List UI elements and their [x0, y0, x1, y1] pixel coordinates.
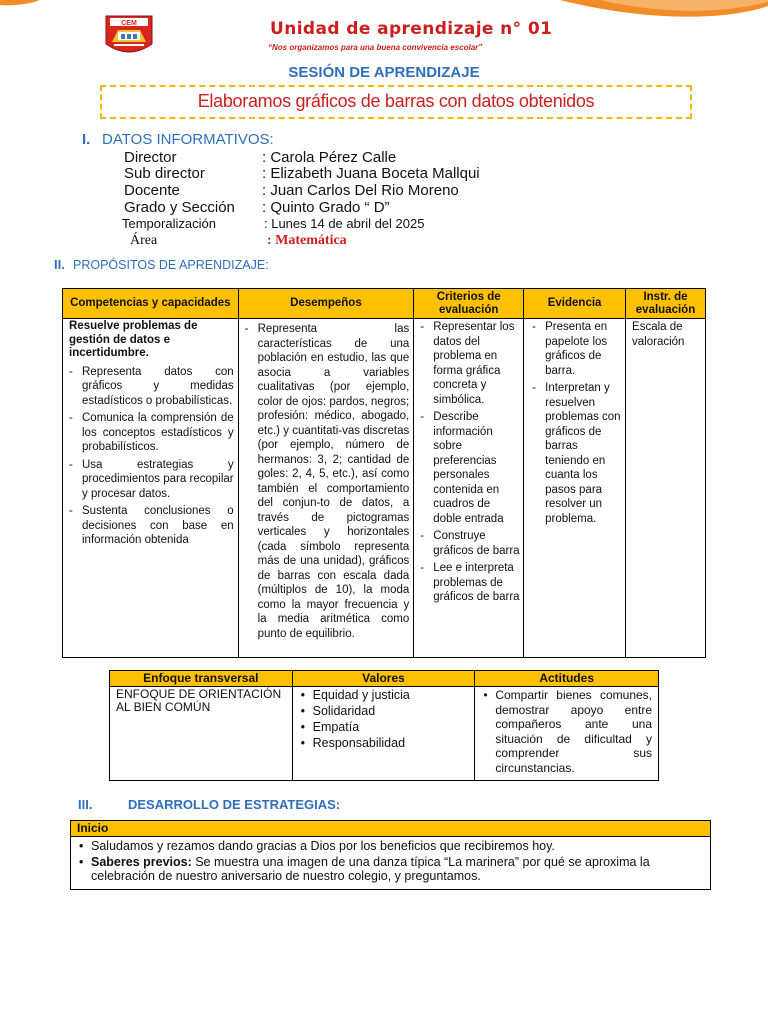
table-row	[63, 319, 706, 658]
column-header: Desempeños	[238, 289, 414, 319]
competencia-title: Resuelve problemas de gestión de datos e incertidumbre.	[69, 320, 198, 359]
enfoque-name-cell: ENFOQUE DE ORIENTACIÓN AL BIEN COMÚN	[110, 687, 293, 781]
list-item: - Representa las características de una población en estudio, las que asocia a variables cualitativas (por ejemplo, color de ojos: pardos, negros; profesión: médico, abogado, etc.) y cuantitati-vas discretas (por ejemplo, número de hermanos: 3, 2; cantidad de goles: 2, 4, 5, etc.), así como también el comportamiento del conjun-to de datos, a través de pictogramas verticales y horizontales (cada símbolo representa más de una unidad), gráficos de barras con escala dada (múltiplos de 10), la moda como la mayor frecuencia y la media aritmética como punto de equilibrio.	[245, 322, 410, 641]
svg-text:CEM: CEM	[121, 20, 137, 27]
list-item: - Lee e interpreta problemas de gráficos de barra	[420, 561, 521, 605]
list-item: - Describe información sobre preferencias personales contenida en cuadros de doble entrada	[420, 410, 521, 526]
column-header: Instr. de evaluación	[626, 289, 706, 319]
criterios-list	[420, 320, 521, 605]
info-value: : Carola Pérez Calle	[262, 149, 397, 166]
info-row-docente	[124, 182, 459, 200]
actitudes-cell	[475, 687, 659, 781]
evidencia-cell	[524, 319, 626, 658]
evidencias-list	[532, 320, 621, 526]
session-title-text: SESIÓN DE APRENDIZAJE	[288, 64, 480, 81]
info-value: : Quinto Grado “ D”	[262, 199, 390, 216]
info-label: Grado y Sección	[124, 199, 235, 216]
table-header-row	[63, 289, 706, 319]
table-header-row	[71, 821, 711, 837]
list-item: • Responsabilidad	[299, 736, 469, 750]
desempenos-cell	[238, 319, 414, 658]
actitudes-list	[481, 688, 652, 775]
table-header-row	[110, 671, 659, 687]
competencias-cell	[63, 319, 239, 658]
column-header: Actitudes	[475, 671, 659, 687]
enfoque-table	[109, 670, 659, 781]
section-title: DESARROLLO DE ESTRATEGIAS:	[128, 797, 341, 812]
section-title: DATOS INFORMATIVOS:	[102, 131, 274, 148]
list-item: • Empatía	[299, 720, 469, 734]
column-header: Competencias y capacidades	[63, 289, 239, 319]
column-header: Enfoque transversal	[110, 671, 293, 687]
table-row	[110, 687, 659, 781]
info-row-grado	[124, 199, 390, 217]
list-item: - Interpretan y resuelven problemas con gráficos de barras teniendo en cuanta los pasos para resolver un problema.	[532, 381, 621, 526]
column-header: Criterios de evaluación	[414, 289, 524, 319]
inicio-content-cell	[71, 837, 711, 890]
valores-list	[299, 688, 469, 750]
section-desarrollo-heading	[78, 797, 340, 812]
unit-title: Unidad de aprendizaje n° 01	[270, 19, 553, 39]
list-item: • Equidad y justicia	[299, 688, 469, 702]
info-row-area	[130, 231, 347, 249]
list-item: • Saludamos y rezamos dando gracias a Dios por los beneficios que recibiremos hoy.	[77, 839, 704, 853]
info-label: Director	[124, 149, 177, 166]
section-number: I.	[82, 131, 91, 148]
info-label: Temporalización	[122, 216, 216, 231]
list-item: • Compartir bienes comunes, demostrar apoyo entre compañeros ante una situación de dificultad y comprender sus circunstancias.	[481, 688, 652, 775]
table-row	[71, 837, 711, 890]
list-item	[77, 855, 704, 883]
info-value: : Juan Carlos Del Rio Moreno	[262, 182, 459, 199]
capacidades-list	[69, 365, 234, 548]
info-label: Área	[130, 233, 158, 248]
info-value: : Matemática	[267, 233, 347, 248]
inicio-header: Inicio	[71, 821, 711, 837]
instrumento-cell: Escala de valoración	[626, 319, 706, 658]
inicio-list	[77, 839, 704, 883]
section-title: PROPÓSITOS DE APRENDIZAJE:	[73, 258, 269, 272]
info-row-subdirector	[124, 165, 480, 183]
inicio-table	[70, 820, 711, 890]
school-logo	[104, 14, 154, 58]
section-number: II.	[54, 257, 65, 272]
column-header: Valores	[292, 671, 475, 687]
info-value: : Elizabeth Juana Boceta Mallqui	[262, 165, 480, 182]
list-item: - Presenta en papelote los gráficos de barra.	[532, 320, 621, 378]
list-item: - Comunica la comprensión de los conceptos estadísticos y probabilísticos.	[69, 411, 234, 455]
info-value: : Lunes 14 de abril del 2025	[264, 216, 425, 231]
list-item: - Representa datos con gráficos y medidas estadísticos o probabilísticas.	[69, 365, 234, 409]
section-datos-informativos-heading	[82, 131, 274, 148]
session-title	[0, 64, 768, 81]
session-theme-box	[100, 85, 692, 119]
saberes-previos-label: Saberes previos:	[91, 855, 192, 869]
list-item: • Solidaridad	[299, 704, 469, 718]
valores-cell	[292, 687, 475, 781]
info-label: Sub director	[124, 165, 205, 182]
saberes-previos-text: Se muestra una imagen de una danza típica “La marinera” por qué se aproxima la celebración de nuestro aniversario de nuestro colegio, y preguntamos.	[91, 855, 650, 883]
list-item: - Construye gráficos de barra	[420, 529, 521, 558]
list-item: - Sustenta conclusiones o decisiones con base en información obtenida	[69, 504, 234, 548]
list-item: - Representar los datos del problema en forma gráfica concreta y simbólica.	[420, 320, 521, 407]
section-propositos-heading	[54, 257, 269, 272]
criterios-cell	[414, 319, 524, 658]
list-item: - Usa estrategias y procedimientos para recopilar y procesar datos.	[69, 458, 234, 502]
desempenos-list	[245, 322, 410, 641]
section-number: III.	[78, 797, 93, 812]
unit-motto: “Nos organizamos para una buena convivencia escolar”	[268, 43, 483, 52]
column-header: Evidencia	[524, 289, 626, 319]
info-label: Docente	[124, 182, 180, 199]
propositos-table	[62, 288, 706, 658]
session-theme: Elaboramos gráficos de barras con datos obtenidos	[197, 91, 595, 111]
